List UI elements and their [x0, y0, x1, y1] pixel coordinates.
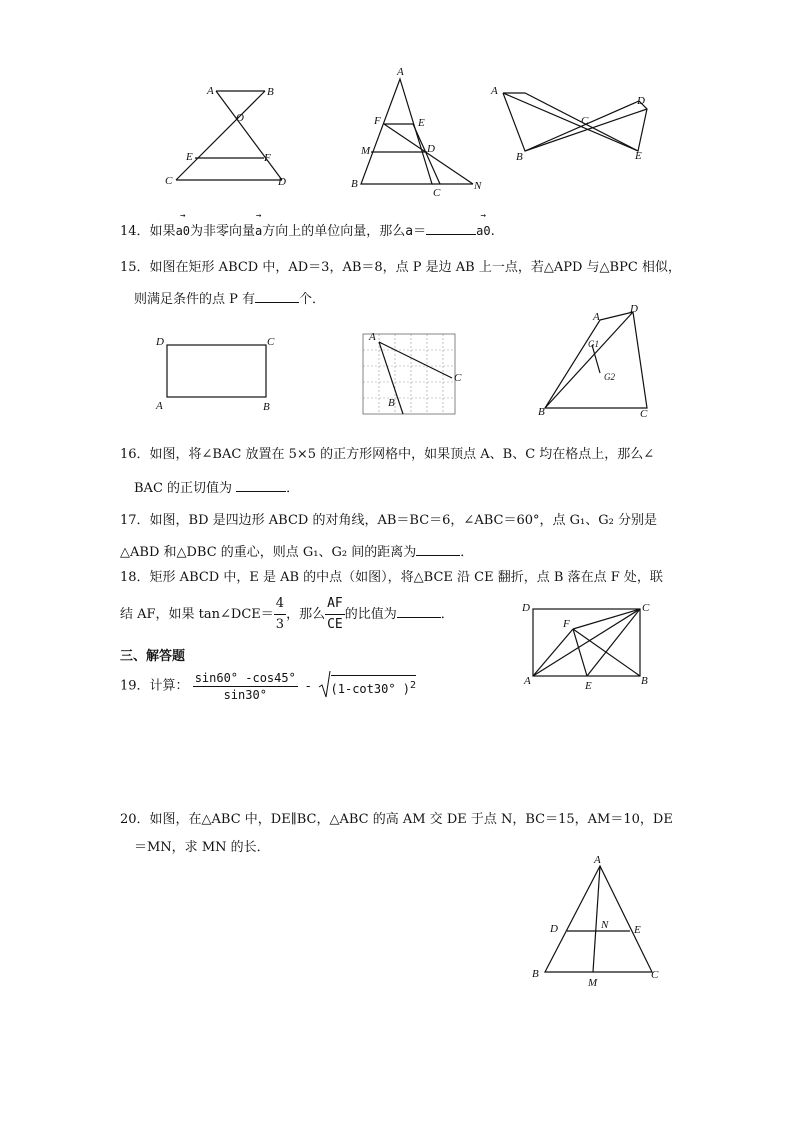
section-heading: 三、解答题 — [120, 649, 186, 664]
figure-label: A — [156, 400, 163, 412]
figure-label: M — [361, 145, 371, 157]
fraction-4-3: $\frac{4}{3}$ — [275, 596, 285, 632]
answer-blank[interactable] — [397, 603, 441, 618]
figure-label: B — [516, 151, 523, 163]
figure-label: F — [374, 115, 381, 127]
figure-triangle-abc-fe-md — [345, 62, 495, 202]
figure-label: A — [207, 85, 214, 97]
figure-label: B — [388, 397, 395, 409]
figure-grid-angle-bac — [355, 320, 475, 420]
figure-label: E — [585, 680, 592, 692]
figure-triangle-abc-de-am — [530, 848, 665, 993]
figure-label: D — [630, 303, 638, 315]
figure-label: F — [563, 618, 570, 630]
sqrt-expression: (1-cot30° )$^2$ — [319, 675, 417, 698]
figure-label: F — [264, 152, 271, 164]
answer-blank[interactable] — [416, 541, 460, 556]
figure-rectangle-fold — [515, 598, 660, 690]
figure-label: A — [594, 854, 601, 866]
fraction-af-ce: $\frac{AF}{CE}$ — [327, 596, 343, 632]
figure-label: E — [635, 150, 642, 162]
figure-label: C — [642, 602, 650, 614]
question-16: 16．如图，将∠BAC 放置在 5×5 的正方形网格中，如果顶点 A、B、C 均在格点上，那么∠ BAC 的正切值为 ． — [120, 447, 655, 496]
figure-label: G1 — [588, 339, 599, 349]
figure-label: E — [634, 924, 641, 936]
figure-label: C — [454, 372, 462, 384]
figure-label: B — [263, 401, 270, 413]
figure-label: A — [524, 675, 531, 687]
figure-label: N — [601, 919, 609, 931]
figure-label: C — [581, 115, 589, 127]
figure-label: C — [640, 408, 648, 420]
question-14: 14．如果 → a0为非零向量 → a方向上的单位向量，那么a＝ → a0. — [120, 211, 495, 239]
vector-a0: → a0 — [476, 211, 491, 238]
figure-label: D — [156, 336, 164, 348]
question-19: 19．计算： $\frac{\sin 60^\circ -\cos 45^\circ}{\sin 30^\circ}$ - (1-cot30° )$^2$ — [120, 671, 417, 702]
figure-label: A — [491, 85, 498, 97]
answer-blank[interactable] — [236, 477, 286, 492]
question-17: 17．如图，BD 是四边形 ABCD 的对角线，AB＝BC＝6，∠ABC＝60°，点 G₁、G₂ 分别是 △ABD 和△DBC 的重心，则点 G₁、G₂ 间的距离为 ． — [120, 513, 657, 560]
figure-label: N — [474, 180, 482, 192]
answer-blank[interactable] — [426, 220, 476, 235]
figure-label: D — [278, 176, 286, 188]
figure-label: A — [369, 331, 376, 343]
figure-label: B — [538, 406, 545, 418]
answer-blank[interactable] — [255, 288, 299, 303]
figure-triangles-ab-cd — [160, 80, 300, 190]
question-20: 20．如图，在△ABC 中，DE∥BC，△ABC 的高 AM 交 DE 于点 N，BC＝15，AM＝10，DE ＝MN，求 MN 的长． — [120, 812, 673, 855]
figure-label: E — [418, 117, 425, 129]
figure-label: G2 — [604, 372, 615, 382]
question-18: 18．矩形 ABCD 中，E 是 AB 的中点（如图），将△BCE 沿 CE 翻折，点 B 落在点 F 处，联 结 AF，如果 tan∠DCE＝ $\frac{4}{3}$ ，那么 $\frac{AF}{CE}$ 的比值为 ． — [120, 568, 663, 635]
figure-label: A — [593, 311, 600, 323]
question-15: 15．如图在矩形 ABCD 中，AD＝3，AB＝8，点 P 是边 AB 上一点，若△APD 与△BPC 相似， 则满足条件的点 P 有 个． — [120, 260, 681, 307]
vector-a: → a — [255, 211, 263, 238]
figure-label: B — [641, 675, 648, 687]
figure-label: C — [267, 336, 275, 348]
figure-label: A — [397, 66, 404, 78]
figure-label: D — [427, 143, 435, 155]
vector-a0: → a0 — [175, 211, 191, 238]
figure-rectangle-abcd — [150, 330, 280, 415]
figure-label: C — [165, 175, 173, 187]
figure-label: C — [433, 187, 441, 199]
figure-bowtie-abcde — [485, 80, 655, 170]
figure-label: B — [267, 86, 274, 98]
fraction-trig: $\frac{\sin 60^\circ -\cos 45^\circ}{\sin 30^\circ}$ — [194, 671, 296, 702]
figure-label: D — [550, 923, 558, 935]
figure-label: D — [637, 95, 645, 107]
figure-label: E — [186, 151, 193, 163]
figure-label: M — [588, 977, 598, 989]
figure-quadrilateral-abcd-g1g2 — [530, 300, 660, 425]
figure-label: B — [532, 968, 539, 980]
figure-label: O — [236, 112, 244, 124]
figure-label: B — [351, 178, 358, 190]
figure-label: C — [651, 969, 659, 981]
figure-label: D — [522, 602, 530, 614]
